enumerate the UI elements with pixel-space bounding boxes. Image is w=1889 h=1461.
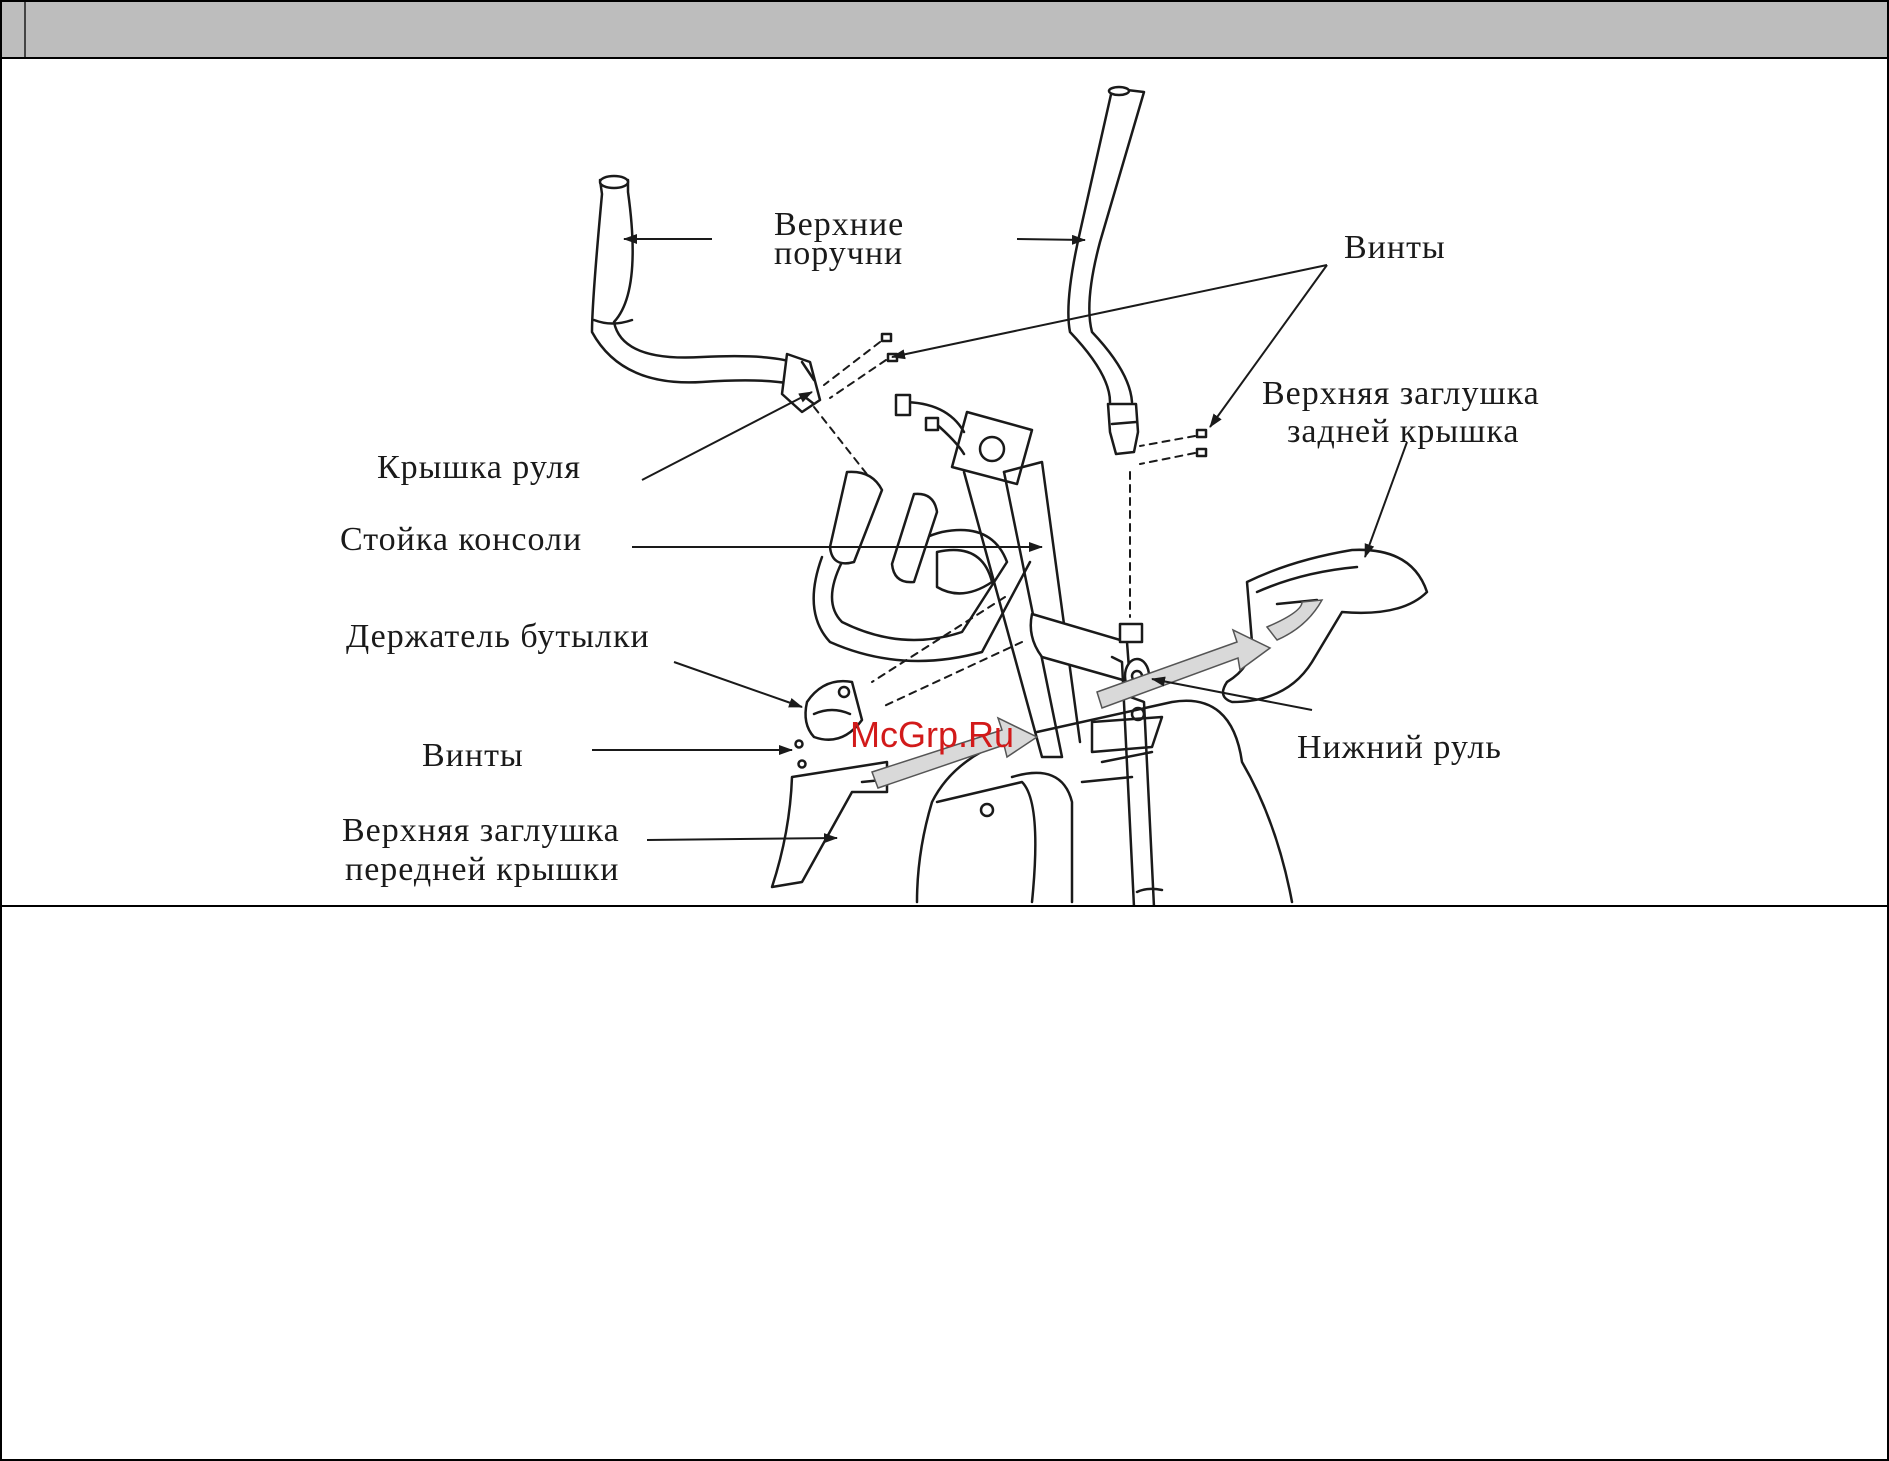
label-front-cover-plug-2: передней крышки xyxy=(345,851,620,888)
machine-drawing xyxy=(592,87,1427,905)
label-screws-bottom: Винты xyxy=(422,737,524,774)
assembly-diagram xyxy=(2,59,1887,905)
right-upper-handrail xyxy=(1068,87,1144,454)
watermark: McGrp.Ru xyxy=(850,714,1015,755)
label-screws-top: Винты xyxy=(1344,229,1446,266)
label-handlebar-cover: Крышка руля xyxy=(377,449,581,486)
label-lower-handlebar: Нижний руль xyxy=(1297,729,1502,766)
label-top-handrails-2: поручни xyxy=(774,235,904,272)
assembly-figure xyxy=(2,59,1887,907)
blank-content-area xyxy=(2,907,1887,1459)
label-console-mast: Стойка консоли xyxy=(340,521,583,558)
label-rear-cover-plug-1: Верхняя заглушка xyxy=(1262,375,1540,412)
console-mast xyxy=(964,462,1080,757)
rear-cover-plug xyxy=(1223,550,1427,702)
label-top-handrails-1: Верхние xyxy=(774,206,905,243)
label-rear-cover-plug-2: задней крышка xyxy=(1287,413,1520,450)
front-cover-plug xyxy=(772,762,887,887)
label-bottle-holder: Держатель бутылки xyxy=(346,618,650,655)
label-front-cover-plug-1: Верхняя заглушка xyxy=(342,812,620,849)
upper-screws-right xyxy=(1197,430,1206,456)
header-divider xyxy=(24,2,26,57)
u-handlebar xyxy=(814,472,1030,661)
header-bar xyxy=(2,2,1887,59)
